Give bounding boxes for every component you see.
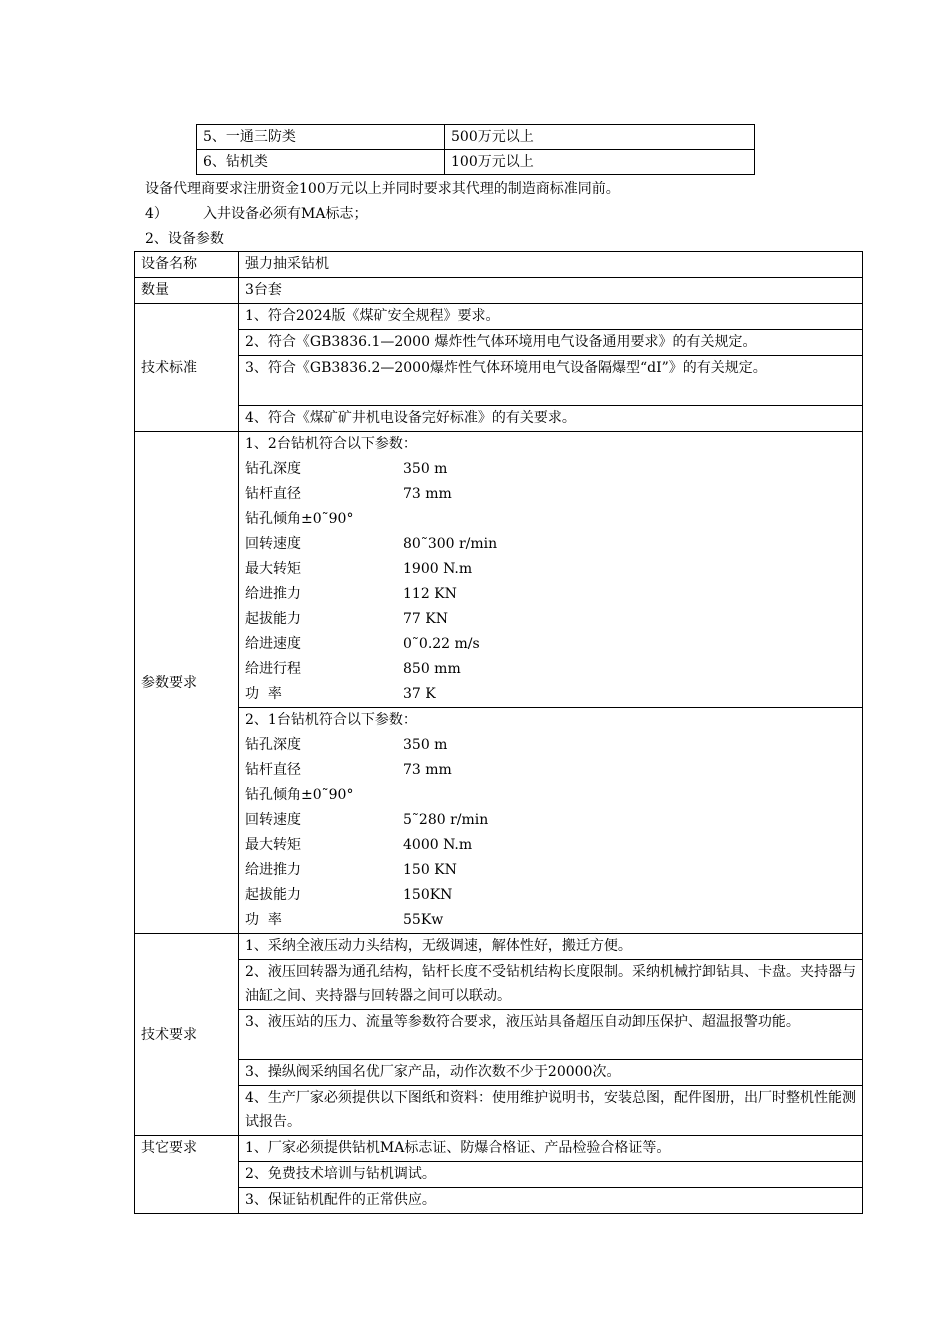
table-row [135, 278, 863, 304]
param-key: 最大转矩 [245, 837, 301, 853]
table-row [135, 1010, 863, 1060]
param-key: 起拔能力 [245, 611, 301, 627]
param-row [245, 632, 856, 657]
param-row [245, 607, 856, 632]
param-row [245, 883, 856, 908]
param-key: 给进速度 [245, 636, 301, 652]
table-row [135, 1188, 863, 1214]
tech-requirement-label: 技术要求 [135, 934, 239, 1136]
param-key: 钻孔倾角±0˜90° [245, 511, 354, 527]
table-row [135, 406, 863, 432]
param-row [245, 457, 856, 482]
qty-value: 3台套 [239, 278, 863, 304]
param-key: 最大转矩 [245, 561, 301, 577]
param-key: 钻孔深度 [245, 461, 301, 477]
param-value: 55Kw [403, 912, 444, 928]
tech-requirement-item: 3、液压站的压力、流量等参数符合要求，液压站具备超压自动卸压保护、超温报警功能。 [239, 1010, 863, 1060]
param-value [353, 507, 856, 532]
table-row [135, 1060, 863, 1086]
item4-number: 4） [145, 206, 168, 222]
param-key: 功 率 [245, 686, 282, 702]
param-value: 73 mm [403, 762, 452, 778]
param-key: 回转速度 [245, 536, 301, 552]
category-cell: 6、钻机类 [197, 150, 445, 175]
table-row [135, 934, 863, 960]
registered-capital-table [196, 124, 755, 175]
tech-standard-item: 3、符合《GB3836.2—2000爆炸性气体环境用电气设备隔爆型“dⅠ”》的有关规定。 [239, 356, 863, 406]
param-key: 功 率 [245, 912, 282, 928]
params-label: 参数要求 [135, 432, 239, 934]
amount-cell: 500万元以上 [445, 125, 755, 150]
tech-standard-item: 2、符合《GB3836.1—2000 爆炸性气体环境用电气设备通用要求》的有关规定。 [239, 330, 863, 356]
param-value: 150KN [403, 887, 453, 903]
param-key: 钻杆直径 [245, 762, 301, 778]
table-row [135, 708, 863, 934]
params-group-title: 1、2台钻机符合以下参数： [245, 436, 417, 452]
other-requirement-label: 其它要求 [135, 1136, 239, 1214]
tech-standard-item: 4、符合《煤矿矿井机电设备完好标准》的有关要求。 [239, 406, 863, 432]
name-value: 强力抽采钻机 [239, 252, 863, 278]
table-row [197, 150, 755, 175]
param-value: 1900 N.m [403, 561, 473, 577]
param-key: 给进行程 [245, 661, 301, 677]
param-value: 850 mm [403, 661, 461, 677]
param-value: 5˜280 r/min [403, 812, 489, 828]
param-row [245, 783, 856, 808]
tech-requirement-item: 2、液压回转器为通孔结构，钻杆长度不受钻机结构长度限制。采纳机械拧卸钻具、卡盘。夹持器与油缸之间、夹持器与回转器之间可以联动。 [239, 960, 863, 1010]
param-row [245, 808, 856, 833]
table-row [135, 432, 863, 708]
param-row [245, 557, 856, 582]
param-row [245, 758, 856, 783]
param-row [245, 682, 856, 707]
param-value: 4000 N.m [403, 837, 473, 853]
params-group-title: 2、1台钻机符合以下参数： [245, 712, 417, 728]
param-value: 150 KN [403, 862, 457, 878]
table-row [135, 356, 863, 406]
param-key: 回转速度 [245, 812, 301, 828]
other-requirement-item: 3、保证钻机配件的正常供应。 [239, 1188, 863, 1214]
param-row [245, 833, 856, 858]
param-row [245, 733, 856, 758]
param-row [245, 858, 856, 883]
other-requirement-item: 2、免费技术培训与钻机调试。 [239, 1162, 863, 1188]
param-value: 112 KN [403, 586, 457, 602]
table-row [135, 960, 863, 1010]
param-row [245, 657, 856, 682]
equipment-parameters-table [134, 251, 863, 1214]
param-row [245, 507, 856, 532]
param-value: 0˜0.22 m/s [403, 636, 480, 652]
table-row [135, 1136, 863, 1162]
param-key: 起拔能力 [245, 887, 301, 903]
param-row [245, 908, 856, 933]
table-row [197, 125, 755, 150]
param-value: 350 m [403, 737, 448, 753]
param-key: 钻杆直径 [245, 486, 301, 502]
param-row [245, 582, 856, 607]
category-cell: 5、一通三防类 [197, 125, 445, 150]
tech-requirement-item: 1、采纳全液压动力头结构，无级调速，解体性好，搬迁方便。 [239, 934, 863, 960]
amount-cell: 100万元以上 [445, 150, 755, 175]
table-row [135, 304, 863, 330]
tech-requirement-item: 3、操纵阀采纳国名优厂家产品，动作次数不少于20000次。 [239, 1060, 863, 1086]
param-row [245, 532, 856, 557]
section-heading: 2、设备参数 [145, 231, 224, 247]
params-group-2 [239, 708, 863, 934]
params-group-1 [239, 432, 863, 708]
param-key: 给进推力 [245, 586, 301, 602]
param-key: 给进推力 [245, 862, 301, 878]
param-value: 77 KN [403, 611, 448, 627]
other-requirement-item: 1、厂家必须提供钻机MA标志证、防爆合格证、产品检验合格证等。 [239, 1136, 863, 1162]
table-row [135, 252, 863, 278]
table-row [135, 1086, 863, 1136]
param-key: 钻孔深度 [245, 737, 301, 753]
tech-requirement-item: 4、生产厂家必须提供以下图纸和资料：使用维护说明书，安装总图，配件图册，出厂时整机性能测试报告。 [239, 1086, 863, 1136]
name-label: 设备名称 [135, 252, 239, 278]
table-row [135, 1162, 863, 1188]
table-row [135, 330, 863, 356]
param-value [353, 783, 856, 808]
param-value: 37 K [403, 686, 436, 702]
param-key: 钻孔倾角±0˜90° [245, 787, 354, 803]
tech-standard-label: 技术标准 [135, 304, 239, 432]
tech-standard-item: 1、符合2024版《煤矿安全规程》要求。 [239, 304, 863, 330]
item4-text: 入井设备必须有MA标志； [203, 206, 368, 222]
param-row [245, 482, 856, 507]
qty-label: 数量 [135, 278, 239, 304]
param-value: 350 m [403, 461, 448, 477]
agent-requirement-text: 设备代理商要求注册资金100万元以上并同时要求其代理的制造商标准同前。 [145, 181, 620, 197]
param-value: 73 mm [403, 486, 452, 502]
param-value: 80˜300 r/min [403, 536, 498, 552]
